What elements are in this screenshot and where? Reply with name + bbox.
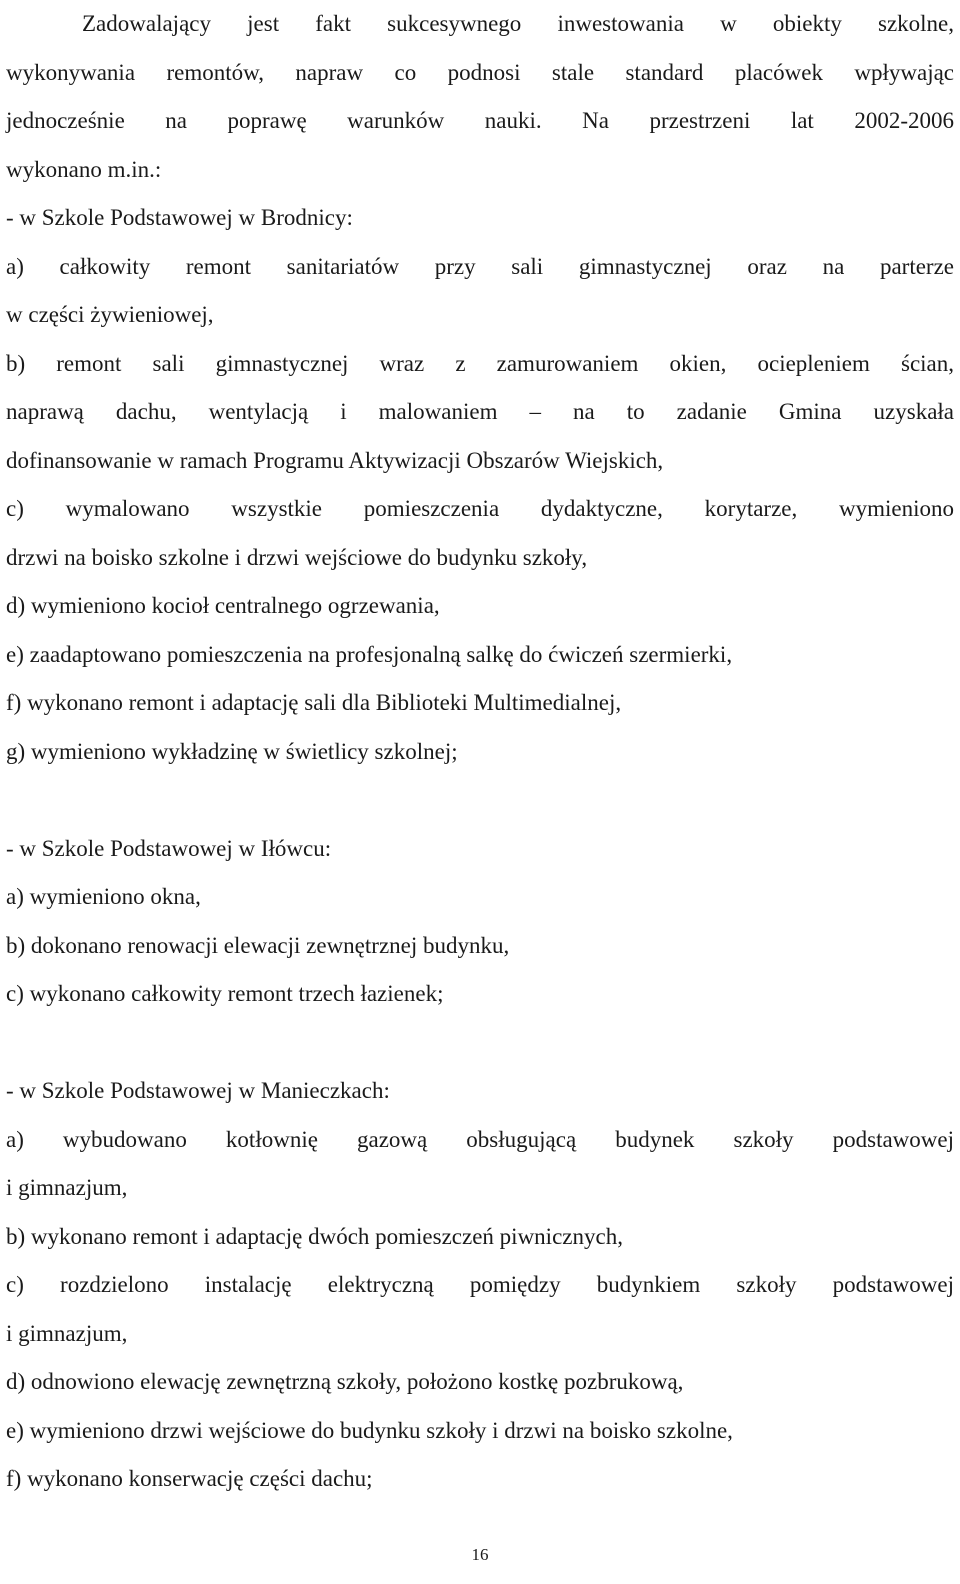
section-heading: - w Szkole Podstawowej w Brodnicy: [6,205,353,230]
paragraph-gap [6,776,954,825]
list-item-line: b) remont sali gimnastycznej wraz z zamurowaniem okien, ociepleniem ścian, [6,350,954,376]
text-line: jednocześnie na poprawę warunków nauki. Na przestrzeni lat 2002-2006 [6,108,954,133]
list-item-line: g) wymieniono wykładzinę w świetlicy szkolnej; [6,738,458,764]
list-item-line: b) wykonano remont i adaptację dwóch pomieszczeń piwnicznych, [6,1223,623,1249]
section-heading: - w Szkole Podstawowej w Iłówcu: [6,835,332,861]
document-page [6,0,954,1504]
text-line: wykonywania remontów, napraw co podnosi stale standard placówek wpływając [6,59,954,85]
section-heading: - w Szkole Podstawowej w Manieczkach: [6,1078,390,1103]
list-item-line: a) wymieniono okna, [6,884,201,909]
list-item-line: drzwi na boisko szkolne i drzwi wejściowe do budynku szkoły, [6,544,588,570]
section-manieczki [6,1067,954,1504]
text-line: wykonano m.in.: [6,156,162,182]
list-item-line: w części żywieniowej, [6,302,214,327]
list-item-line: a) całkowity remont sanitariatów przy sali gimnastycznej oraz na parterze [6,253,954,279]
text-line: Zadowalający jest fakt sukcesywnego inwestowania w obiekty szkolne, [82,11,954,36]
list-item-line: a) wybudowano kotłownię gazową obsługującą budynek szkoły podstawowej [6,1126,954,1152]
list-item-line: c) wymalowano wszystkie pomieszczenia dydaktyczne, korytarze, wymieniono [6,496,954,521]
list-item-line: f) wykonano remont i adaptację sali dla Biblioteki Multimedialnej, [6,690,622,715]
section-brodnica [6,194,954,776]
list-item-line: d) wymieniono kocioł centralnego ogrzewania, [6,593,440,618]
list-item-line: i gimnazjum, [6,1175,128,1200]
list-item-line: b) dokonano renowacji elewacji zewnętrznej budynku, [6,932,510,958]
paragraph-gap [6,1019,954,1068]
page-number: 16 [471,1545,489,1564]
list-item-line: e) zaadaptowano pomieszczenia na profesjonalną salkę do ćwiczeń szermierki, [6,641,733,667]
intro-paragraph [6,0,954,194]
list-item-line: e) wymieniono drzwi wejściowe do budynku szkoły i drzwi na boisko szkolne, [6,1417,733,1443]
list-item-line: c) wykonano całkowity remont trzech łazienek; [6,981,444,1006]
list-item-line: c) rozdzielono instalację elektryczną pomiędzy budynkiem szkoły podstawowej [6,1272,954,1297]
list-item-line: i gimnazjum, [6,1320,128,1346]
list-item-line: f) wykonano konserwację części dachu; [6,1466,373,1491]
section-ilowiec [6,825,954,1019]
list-item-line: dofinansowanie w ramach Programu Aktywizacji Obszarów Wiejskich, [6,447,664,473]
list-item-line: d) odnowiono elewację zewnętrzną szkoły, położono kostkę pozbrukową, [6,1369,684,1394]
list-item-line: naprawą dachu, wentylacją i malowaniem – na to zadanie Gmina uzyskała [6,399,954,424]
